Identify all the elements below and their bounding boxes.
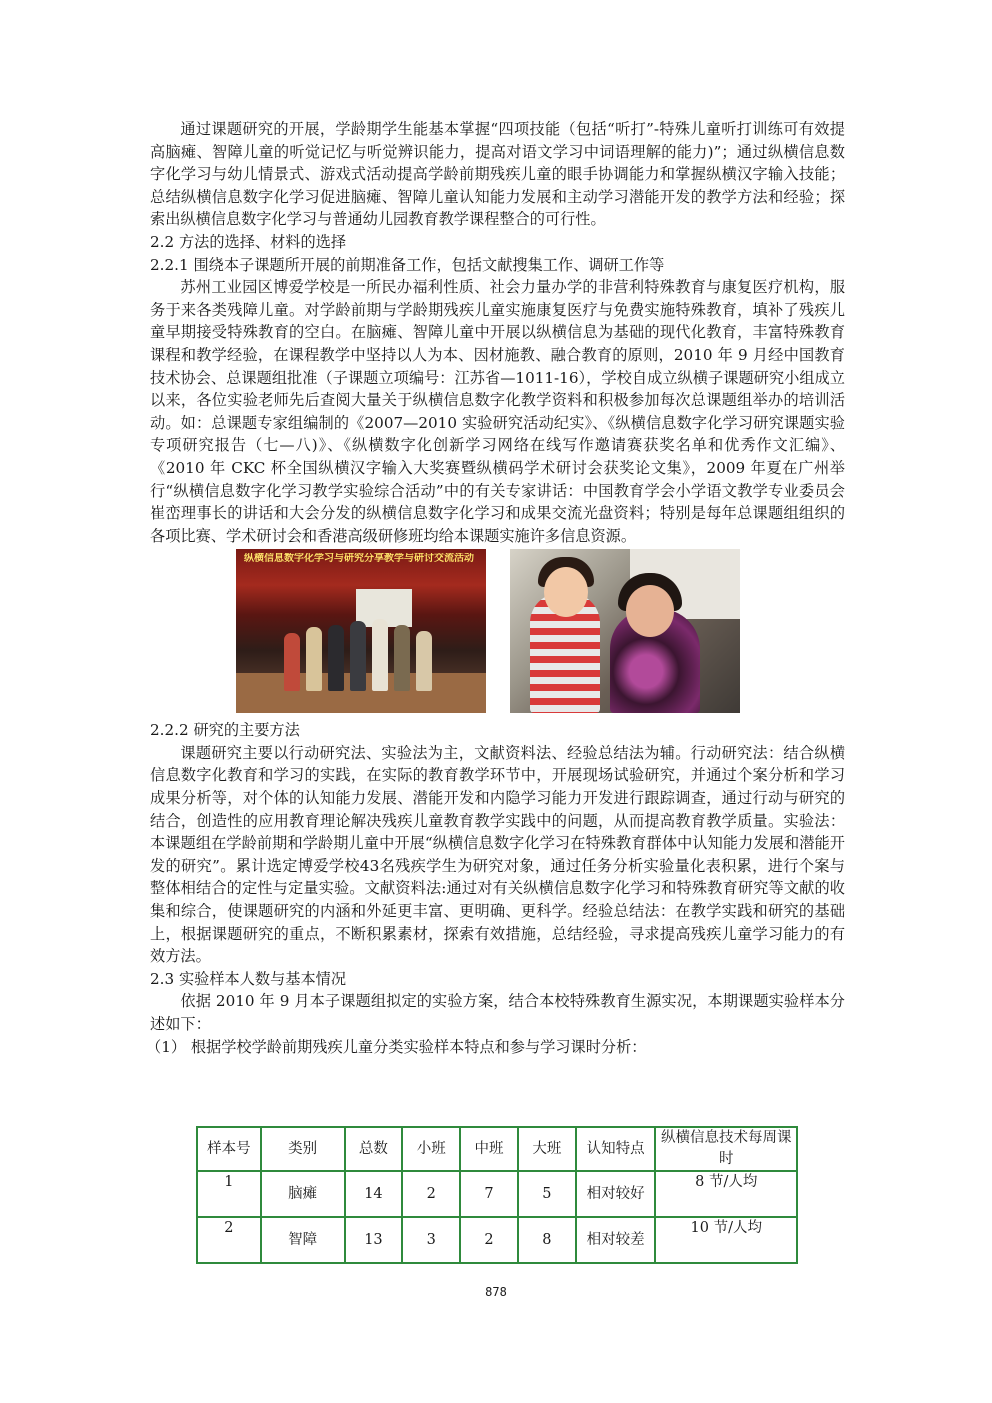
teacher-face: [626, 585, 674, 637]
table-cell: 脑瘫: [261, 1171, 345, 1217]
photo-banner-text: 纵横信息数字化学习与研究分享教学与研讨交流活动: [244, 553, 474, 565]
table-cell: 1: [197, 1171, 261, 1217]
person-figure: [394, 625, 410, 691]
table-cell: 8 节/人均: [655, 1171, 797, 1217]
intro-paragraph: 通过课题研究的开展，学龄期学生能基本掌握“四项技能（包括“听打”-特殊儿童听打训练可有效提高脑瘫、智障儿童的听觉记忆与听觉辨识能力，提高对语文学习中词语理解的能力)”；通过纵横信息数字化学习与幼儿情景式、游戏式活动提高学龄前期残疾儿童的眼手协调能力和掌握纵横汉字输入技能；总结纵横信息数字化学习促进脑瘫、智障儿童认知能力发展和主动学习潜能开发的教学方法和经验；探索出纵横信息数字化学习与普通幼儿园教育教学课程整合的可行性。: [150, 120, 845, 229]
header-cell: 样本号: [197, 1127, 261, 1171]
table-cell: 智障: [261, 1217, 345, 1263]
table-cell: 2: [460, 1217, 518, 1263]
section-heading-2-2-1: 2.2.1 围绕本子课题所开展的前期准备工作，包括文献搜集工作、调研工作等: [150, 255, 665, 274]
sample-table: [196, 1126, 798, 1264]
person-figure: [328, 625, 344, 691]
person-figure: [306, 627, 322, 691]
header-cell: 认知特点: [576, 1127, 656, 1171]
table-cell: 8: [518, 1217, 576, 1263]
header-cell: 大班: [518, 1127, 576, 1171]
person-figure: [372, 619, 388, 691]
table-row: [197, 1171, 797, 1217]
table-cell: 相对较差: [576, 1217, 656, 1263]
table-cell: 10 节/人均: [655, 1217, 797, 1263]
school-paragraph: 苏州工业园区博爱学校是一所民办福利性质、社会力量办学的非营利特殊教育与康复医疗机构，服务于来各类残障儿童。对学龄前期与学龄期残疾儿童实施康复医疗与免费实施特殊教育，填补了残疾儿童早期接受特殊教育的空白。在脑瘫、智障儿童中开展以纵横信息为基础的现代化教育，丰富特殊教育课程和教学经验，在课程教学中坚持以人为本、因材施教、融合教育的原则，2010 年 9 月经中国教育技术协会、总课题组批准（子课题立项编号：江苏省—1011-16），学校自成立纵横子课题研究小组成立以来，各位实验老师先后查阅大量关于纵横信息数字化教学资料和积极参加每次总课题组举办的培训活动。如：总课题专家组编制的《2007—2010 实验研究活动纪实》、《纵横信息数字化学习研究课题实验专项研究报告（七—八)》、《纵横数字化创新学习网络在线写作邀请赛获奖名单和优秀作文汇编》、《2010 年 CKC 杯全国纵横汉字输入大奖赛暨纵横码学术研讨会获奖论文集》，2009 年夏在广州举行“纵横信息数字化学习教学实验综合活动”中的有关专家讲话：中国教育学会小学语文教学专业委员会崔峦理事长的讲话和大会分发的纵横信息数字化学习和成果交流光盘资料；特别是每年总课题组组织的各项比赛、学术研讨会和香港高级研修班均给本课题实施许多信息资源。: [150, 278, 845, 545]
header-cell: 中班: [460, 1127, 518, 1171]
table-header-row: [197, 1127, 797, 1171]
photo-row: [150, 549, 845, 715]
document-body: [146, 118, 845, 1058]
table-cell: 13: [345, 1217, 403, 1263]
header-cell: 总数: [345, 1127, 403, 1171]
table-cell: 2: [197, 1217, 261, 1263]
header-cell: 纵横信息技术每周课时: [655, 1127, 797, 1171]
person-figure: [416, 631, 432, 691]
table-cell: 3: [402, 1217, 460, 1263]
sample-intro-paragraph: 依据 2010 年 9 月本子课题组拟定的实验方案，结合本校特殊教育生源实况，本期课题实验样本分述如下：: [150, 992, 845, 1033]
header-cell: 类别: [261, 1127, 345, 1171]
table-cell: 7: [460, 1171, 518, 1217]
table-cell: 5: [518, 1171, 576, 1217]
header-cell: 小班: [402, 1127, 460, 1171]
table-cell: 相对较好: [576, 1171, 656, 1217]
methods-paragraph: 课题研究主要以行动研究法、实验法为主，文献资料法、经验总结法为辅。行动研究法：结合纵横信息数字化教育和学习的实践，在实际的教育教学环节中，开展现场试验研究，并通过个案分析和学习成果分析等，对个体的认知能力发展、潜能开发和内隐学习能力开发进行跟踪调查，通过行动与研究的结合，创造性的应用教育理论解决残疾儿童教育教学实践中的问题，从而提高教育教学质量。实验法：本课题组在学龄前期和学龄期儿童中开展“纵横信息数字化学习在特殊教育群体中认知能力发展和潜能开发的研究”。累计选定博爱学校43名残疾学生为研究对象，通过任务分析实验量化表积累，进行个案与整体相结合的定性与定量实验。文献资料法:通过对有关纵横信息数字化学习和特殊教育研究等文献的收集和综合，使课题研究的内涵和外延更丰富、更明确、更科学。经验总结法：在教学实践和研究的基础上，根据课题研究的重点，不断积累素材，探索有效措施，总结经验，寻求提高残疾儿童学习能力的有效方法。: [150, 743, 845, 966]
section-heading-2-2: 2.2 方法的选择、材料的选择: [150, 232, 347, 251]
table-cell: 2: [402, 1171, 460, 1217]
section-heading-2-2-2: 2.2.2 研究的主要方法: [150, 721, 300, 740]
child-teacher-photo: [510, 549, 740, 713]
child-face: [544, 567, 588, 617]
person-figure: [350, 621, 366, 691]
section-heading-2-3: 2.3 实验样本人数与基本情况: [150, 969, 347, 988]
person-figure: [284, 633, 300, 691]
event-photo: [236, 549, 486, 713]
table-cell: 14: [345, 1171, 403, 1217]
table-row: [197, 1217, 797, 1263]
list-item-1: （1） 根据学校学龄前期残疾儿童分类实验样本特点和参与学习课时分析：: [146, 1037, 647, 1056]
page-number: 878: [485, 1285, 507, 1299]
